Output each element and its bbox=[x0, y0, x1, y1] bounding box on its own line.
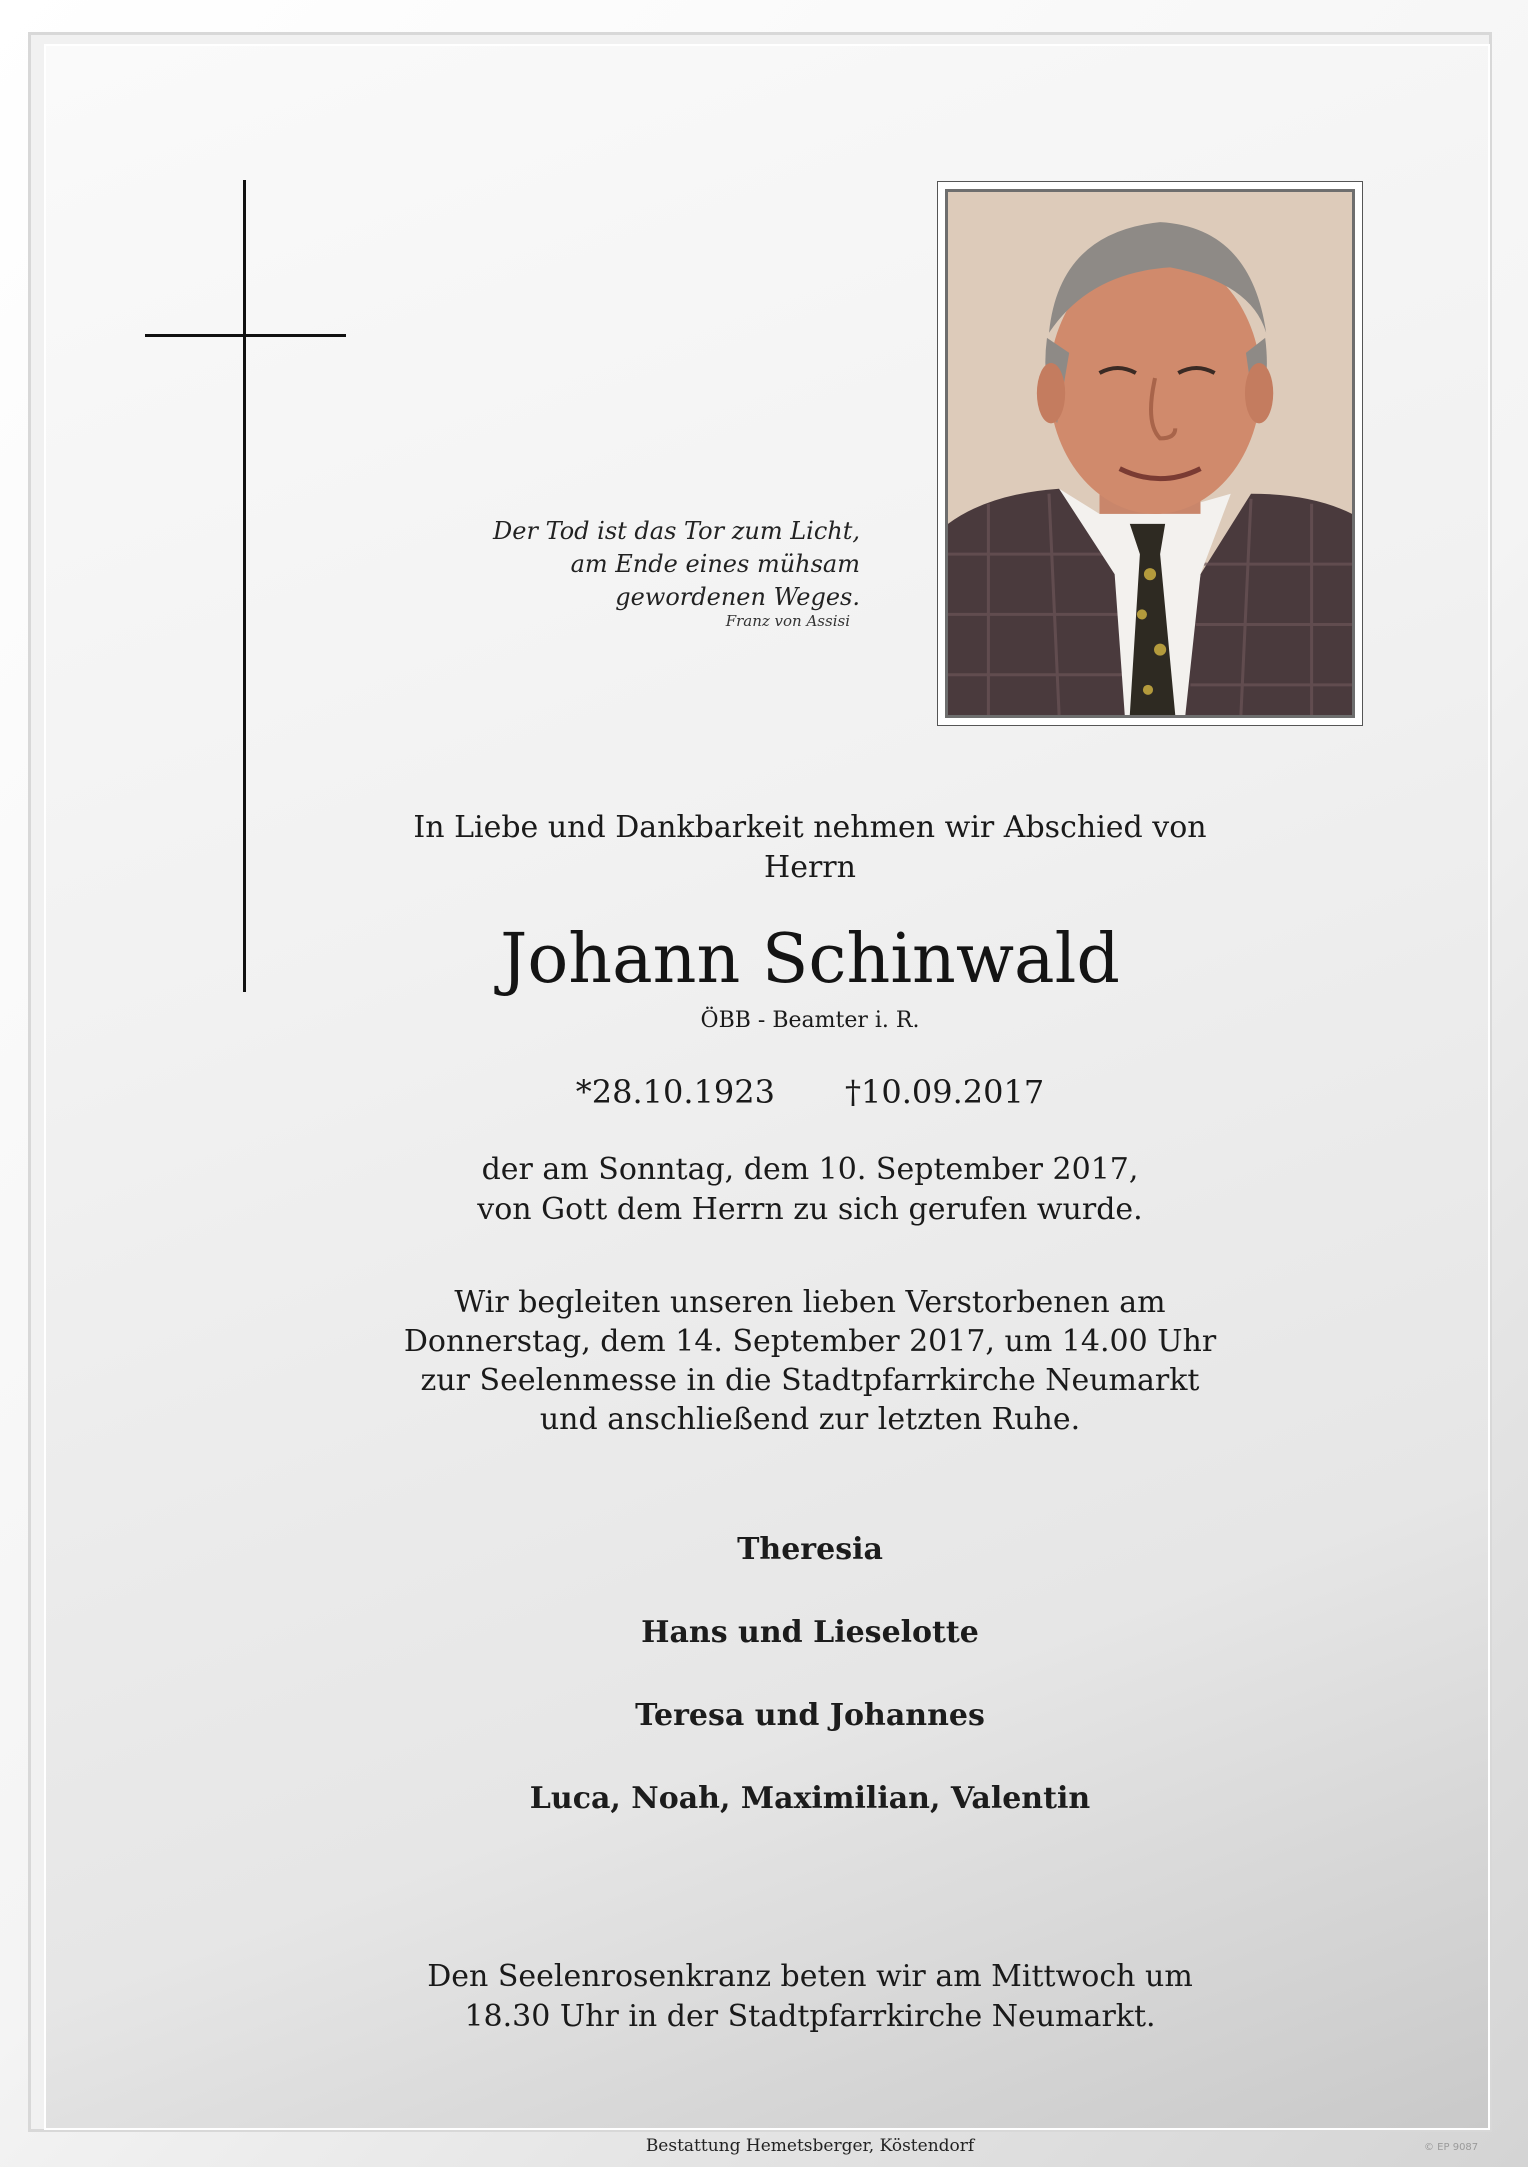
intro-line: Herrn bbox=[764, 850, 856, 885]
rosary-notice bbox=[330, 1957, 1290, 2037]
birth-date: *28.10.1923 bbox=[575, 1073, 775, 1111]
cross-horizontal-bar bbox=[145, 334, 346, 337]
quote-text bbox=[380, 515, 860, 614]
mourner-name: Luca, Noah, Maximilian, Valentin bbox=[529, 1781, 1091, 1816]
portrait-frame bbox=[937, 181, 1363, 726]
cross-vertical-bar bbox=[243, 180, 246, 992]
death-notice-line: der am Sonntag, dem 10. September 2017, bbox=[481, 1152, 1139, 1187]
quote-line: Der Tod ist das Tor zum Licht, bbox=[493, 517, 860, 545]
portrait-illustration bbox=[948, 192, 1352, 715]
life-dates bbox=[330, 1070, 1290, 1114]
funeral-home-footer: Bestattung Hemetsberger, Köstendorf bbox=[645, 2136, 975, 2156]
rosary-line: 18.30 Uhr in der Stadtpfarrkirche Neumarkt. bbox=[464, 1999, 1156, 2034]
funeral-line: und anschließend zur letzten Ruhe. bbox=[539, 1402, 1081, 1437]
deceased-profession: ÖBB - Beamter i. R. bbox=[700, 1008, 920, 1033]
portrait-photo bbox=[945, 189, 1355, 718]
funeral-line: Wir begleiten unseren lieben Verstorbenen am bbox=[454, 1285, 1166, 1320]
funeral-line: Donnerstag, dem 14. September 2017, um 14.00 Uhr bbox=[403, 1324, 1217, 1359]
mourner-name: Theresia bbox=[737, 1532, 883, 1567]
intro-line: In Liebe und Dankbarkeit nehmen wir Abschied von bbox=[413, 810, 1207, 845]
quote-line: am Ende eines mühsam bbox=[570, 550, 860, 578]
mourner-name: Hans und Lieselotte bbox=[641, 1615, 979, 1650]
funeral-line: zur Seelenmesse in die Stadtpfarrkirche Neumarkt bbox=[420, 1363, 1200, 1398]
mourner-name: Teresa und Johannes bbox=[635, 1698, 985, 1733]
intro-text bbox=[330, 808, 1290, 888]
death-cross-icon: † bbox=[845, 1073, 861, 1111]
death-date: 10.09.2017 bbox=[861, 1073, 1045, 1111]
funeral-info bbox=[330, 1283, 1290, 1439]
death-notice bbox=[330, 1150, 1290, 1230]
death-notice-line: von Gott dem Herrn zu sich gerufen wurde. bbox=[477, 1192, 1143, 1227]
rosary-line: Den Seelenrosenkranz beten wir am Mittwoch um bbox=[427, 1959, 1193, 1994]
quote-author: Franz von Assisi bbox=[725, 612, 850, 630]
footer-code: © EP 9087 bbox=[1424, 2142, 1479, 2153]
quote-line: gewordenen Weges. bbox=[615, 583, 860, 611]
deceased-name: Johann Schinwald bbox=[500, 920, 1120, 999]
